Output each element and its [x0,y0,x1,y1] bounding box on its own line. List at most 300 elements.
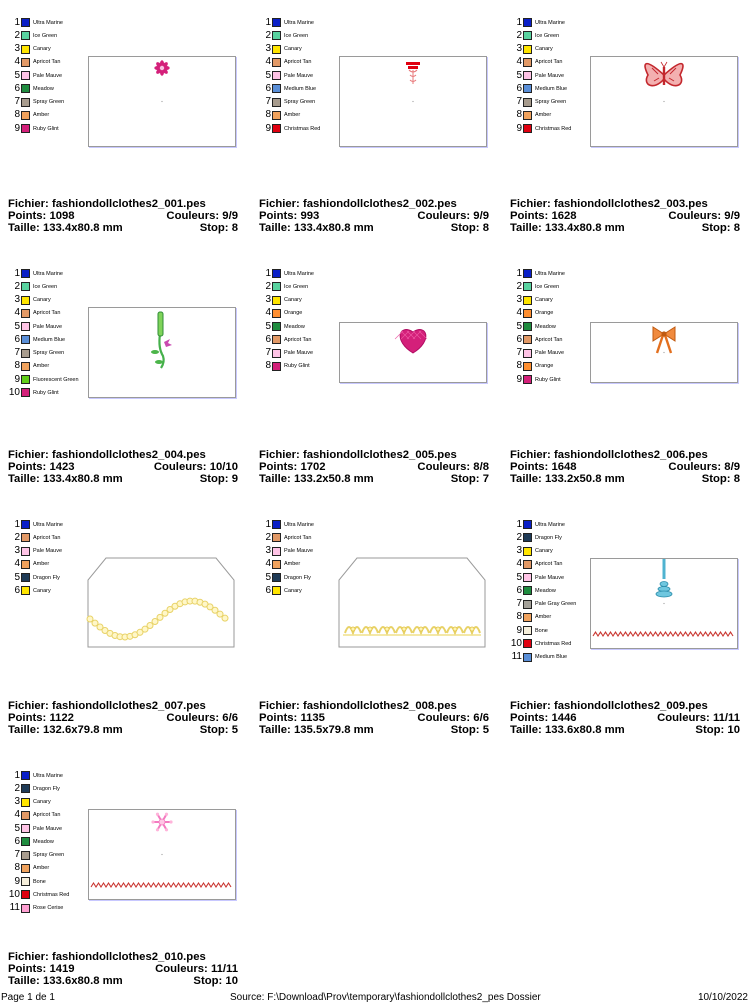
thread-color-item [259,545,314,558]
hoop-outline [339,558,485,647]
thread-number: 2 [516,29,522,41]
size-line [510,474,625,486]
thread-color-item [510,122,571,135]
stop-line [702,474,740,486]
thread-color-chip [272,84,281,93]
thread-number: 4 [265,307,271,319]
thread-color-chip [523,375,532,384]
thread-color-item [510,637,576,650]
thread-color-name: Amber [33,112,50,119]
thread-color-item [8,307,79,320]
size-line [8,223,123,235]
colors-label: Couleurs: [668,460,722,473]
thread-color-item [8,531,63,544]
thread-color-name: Canary [33,297,51,304]
thread-color-chip [21,282,30,291]
colors-value: 9/9 [222,209,238,222]
thread-color-item [8,122,64,135]
thread-color-chip [523,111,532,120]
bow-icon [653,327,675,353]
thread-color-name: Medium Blue [33,336,66,343]
thread-color-item [259,280,314,293]
thread-number: 2 [516,280,522,292]
thread-color-name: Ultra Marine [284,19,314,26]
snowflake-icon [151,813,172,832]
thread-color-item [8,584,63,597]
hoop-preview [339,558,485,647]
thread-number: 4 [265,558,271,570]
stop-value: 7 [482,472,489,485]
thread-color-chip [523,335,532,344]
thread-color-name: Ruby Glint [33,125,59,132]
thread-color-name: Ruby Glint [33,389,59,396]
thread-color-item [259,531,314,544]
stop-line [193,976,238,988]
thread-color-name: Bone [33,878,46,885]
file-name: fashiondollclothes2_008.pes [302,700,457,712]
thread-number: 3 [265,43,271,55]
thread-number: 7 [516,347,522,359]
thread-number: 4 [516,558,522,570]
thread-color-item [510,611,576,624]
thread-number: 1 [516,518,522,530]
colors-label: Couleurs: [153,460,207,473]
hoop-preview [590,322,738,383]
colors-value: 8/9 [724,460,740,473]
thread-number: 3 [14,43,20,55]
thread-number: 7 [14,849,20,861]
points-label: Points: [259,460,298,473]
thread-number: 8 [265,109,271,121]
stop-line [451,725,489,737]
thread-color-chip [523,560,532,569]
thread-number: 1 [14,16,20,28]
size-label: Taille: [8,723,40,736]
size-line [8,976,123,988]
thread-color-name: Canary [33,799,51,806]
stop-label: Stop: [199,472,229,485]
size-line [259,474,374,486]
points-value: 1702 [300,460,326,473]
thread-color-chip [21,824,30,833]
thread-color-name: Dragon Fly [535,534,562,541]
thread-color-name: Bone [535,627,548,634]
flower-icon [154,60,169,75]
thread-color-name: Orange [535,310,554,317]
size-label: Taille: [510,221,542,234]
stop-value: 10 [225,974,238,987]
thread-color-chip [21,890,30,899]
thread-color-item [8,82,64,95]
thread-color-name: Dragon Fly [33,574,60,581]
thread-color-chip [523,98,532,107]
thread-color-chip [523,533,532,542]
thread-color-item [510,545,576,558]
stop-label: Stop: [701,221,731,234]
thread-color-item [259,29,320,42]
thread-number: 7 [14,347,20,359]
size-value: 133.4x80.8 mm [293,221,374,234]
thread-number: 5 [14,320,20,332]
thread-color-name: Pale Mauve [535,574,565,581]
thread-color-name: Apricot Tan [284,59,312,66]
thread-color-item [259,347,314,360]
thread-number: 6 [265,82,271,94]
thread-color-list [510,267,565,386]
thread-color-chip [21,771,30,780]
thread-color-chip [21,296,30,305]
thread-color-item [510,43,571,56]
thread-color-chip [272,335,281,344]
thread-number: 10 [510,637,522,649]
thread-number: 7 [516,598,522,610]
thread-color-name: Pale Mauve [33,323,63,330]
thread-color-item [510,294,565,307]
thread-color-chip [21,533,30,542]
thread-color-name: Canary [284,46,302,53]
thread-color-item [8,333,79,346]
thread-color-chip [523,45,532,54]
size-label: Taille: [259,723,291,736]
thread-color-item [8,109,64,122]
thread-color-item [510,307,565,320]
thread-color-name: Fluorescent Green [33,376,79,383]
thread-color-item [8,294,79,307]
thread-color-item [8,386,79,399]
thread-number: 7 [265,347,271,359]
thread-color-chip [272,362,281,371]
thread-number: 6 [516,82,522,94]
size-value: 133.6x80.8 mm [544,723,625,736]
thread-color-item [259,307,314,320]
thread-color-chip [272,547,281,556]
thread-number: 2 [265,531,271,543]
hoop-preview [88,809,236,900]
thread-color-chip [272,18,281,27]
stop-line [200,223,238,235]
hoop-preview [88,558,234,647]
stop-value: 5 [231,723,238,736]
stop-label: Stop: [193,974,223,987]
colors-value: 9/9 [724,209,740,222]
thread-color-chip [21,84,30,93]
hoop-preview [339,56,487,147]
source-path: Source: F:\Download\Prov\temporary\fashiondollclothes2_pes Dossier [230,992,541,1003]
thread-number: 2 [516,531,522,543]
thread-color-name: Orange [535,363,554,370]
thread-color-chip [21,560,30,569]
thread-number: 8 [265,360,271,372]
thread-color-item [259,16,320,29]
thread-color-chip [272,269,281,278]
thread-color-name: Amber [33,865,50,872]
file-name: fashiondollclothes2_009.pes [553,700,708,712]
points-value: 1135 [300,711,325,724]
stop-line [451,223,489,235]
thread-color-chip [21,45,30,54]
thread-color-name: Amber [284,112,301,119]
thread-color-chip [272,71,281,80]
design-card [259,518,501,754]
thread-number: 5 [14,69,20,81]
thread-color-name: Pale Mauve [284,548,314,555]
ornament-icon [406,62,420,84]
thread-color-item [510,347,565,360]
file-name: fashiondollclothes2_006.pes [553,449,708,461]
thread-color-item [8,902,69,915]
thread-color-name: Rose Cerise [33,905,64,912]
thread-number: 6 [516,584,522,596]
thread-color-chip [21,798,30,807]
thread-number: 9 [265,122,271,134]
thread-color-name: Meadow [535,587,556,594]
thread-color-chip [21,573,30,582]
file-label: Fichier: [259,198,300,210]
thread-number: 4 [265,56,271,68]
hoop-preview [88,307,236,398]
colors-value: 11/11 [712,711,740,724]
thread-color-item [510,280,565,293]
thread-number: 4 [516,56,522,68]
colors-label: Couleurs: [166,711,220,724]
thread-number: 5 [14,822,20,834]
thread-number: 8 [14,360,20,372]
thread-color-name: Canary [535,46,553,53]
stop-label: Stop: [199,221,229,234]
thread-color-name: Ultra Marine [284,521,314,528]
thread-color-name: Ultra Marine [33,772,63,779]
hoop-center-mark [412,101,413,102]
thread-color-item [8,360,79,373]
thread-color-list [8,518,63,598]
stop-line [695,725,740,737]
thread-color-name: Christmas Red [535,125,572,132]
file-name: fashiondollclothes2_004.pes [51,449,206,461]
thread-color-item [510,571,576,584]
thread-color-name: Christmas Red [33,891,70,898]
thread-color-name: Apricot Tan [33,59,61,66]
thread-color-item [510,29,571,42]
thread-color-item [8,56,64,69]
thread-color-name: Spray Green [284,99,316,106]
thread-color-item [259,333,314,346]
thread-color-chip [21,269,30,278]
thread-color-chip [523,296,532,305]
thread-color-name: Ultra Marine [33,270,63,277]
thread-color-chip [523,309,532,318]
thread-color-name: Ruby Glint [284,363,310,370]
thread-number: 5 [265,571,271,583]
thread-color-chip [21,375,30,384]
thread-color-chip [523,362,532,371]
thread-number: 1 [14,518,20,530]
points-value: 1423 [49,460,75,473]
thread-color-name: Ultra Marine [535,521,565,528]
thread-color-chip [21,58,30,67]
points-value: 1648 [551,460,577,473]
thread-color-item [510,598,576,611]
points-label: Points: [259,711,298,724]
thread-color-item [510,531,576,544]
stop-value: 8 [733,221,740,234]
design-card [8,267,250,503]
design-info [8,701,238,736]
thread-color-item [259,294,314,307]
thread-color-chip [523,282,532,291]
thread-color-name: Ultra Marine [535,19,565,26]
thread-color-item [8,558,63,571]
stop-value: 9 [231,472,238,485]
thread-color-item [259,558,314,571]
thread-color-name: Ice Green [535,283,560,290]
thread-color-name: Pale Gray Green [535,601,577,608]
thread-color-chip [272,560,281,569]
thread-color-name: Pale Mauve [33,72,63,79]
thread-color-name: Pale Mauve [284,350,314,357]
thread-color-chip [21,31,30,40]
colors-label: Couleurs: [417,711,471,724]
thread-color-chip [272,533,281,542]
hoop-preview [590,56,738,147]
thread-color-chip [272,58,281,67]
thread-color-list [510,16,571,135]
thread-color-item [259,122,320,135]
hoop-preview [88,56,236,147]
thread-color-item [259,584,314,597]
thread-color-name: Medium Blue [535,85,568,92]
file-name: fashiondollclothes2_001.pes [51,198,206,210]
stop-value: 5 [482,723,489,736]
thread-color-chip [523,600,532,609]
thread-color-chip [272,322,281,331]
thread-color-chip [21,71,30,80]
stop-line [200,474,238,486]
thread-color-chip [21,520,30,529]
thread-color-item [8,835,69,848]
thread-color-name: Canary [33,587,51,594]
thread-color-chip [523,349,532,358]
stop-value: 8 [482,221,489,234]
file-label: Fichier: [8,700,49,712]
thread-color-name: Pale Mauve [33,548,63,555]
thread-number: 4 [14,56,20,68]
thread-color-list [259,16,320,135]
thread-color-item [510,333,565,346]
thread-color-item [259,360,314,373]
thread-color-name: Amber [33,561,50,568]
thread-color-name: Spray Green [535,99,567,106]
points-value: 1446 [551,711,577,724]
hoop-center-mark [663,101,664,102]
thread-color-item [8,862,69,875]
thread-color-chip [21,322,30,331]
thread-color-item [8,822,69,835]
thread-color-chip [21,784,30,793]
thread-number: 9 [516,373,522,385]
thread-color-item [510,651,576,664]
thread-number: 6 [14,82,20,94]
thread-color-item [8,267,79,280]
thread-color-chip [21,349,30,358]
thread-color-name: Pale Mauve [535,350,565,357]
thread-color-item [510,518,576,531]
thread-color-item [510,320,565,333]
file-label: Fichier: [510,449,551,461]
thread-color-item [8,769,69,782]
thread-color-item [259,96,320,109]
colors-value: 11/11 [210,962,238,975]
thread-color-chip [21,111,30,120]
heart-icon [395,330,427,353]
print-date: 10/10/2022 [697,992,748,1003]
thread-color-name: Ultra Marine [33,19,63,26]
thread-color-chip [21,309,30,318]
thread-color-item [259,571,314,584]
design-info [8,199,238,234]
thread-color-item [8,16,64,29]
hoop-center-mark [161,854,162,855]
thread-number: 8 [14,109,20,121]
thread-color-item [8,875,69,888]
thread-color-name: Medium Blue [535,654,568,661]
thread-color-list [259,267,314,373]
thread-color-item [259,109,320,122]
thread-number: 10 [8,386,20,398]
thread-color-name: Apricot Tan [535,336,563,343]
thread-color-name: Ultra Marine [535,270,565,277]
colors-value: 6/6 [473,711,489,724]
thread-color-name: Medium Blue [284,85,317,92]
thread-color-item [8,782,69,795]
thread-number: 5 [516,69,522,81]
design-info [8,952,238,987]
thread-color-name: Canary [284,297,302,304]
file-label: Fichier: [8,198,49,210]
points-label: Points: [8,460,47,473]
thread-color-name: Canary [33,46,51,53]
thread-color-item [510,360,565,373]
size-line [8,474,123,486]
thread-number: 4 [14,558,20,570]
thread-number: 6 [14,835,20,847]
file-label: Fichier: [510,198,551,210]
thread-number: 9 [516,624,522,636]
points-label: Points: [8,209,47,222]
thread-color-item [259,320,314,333]
zigzag-trim [593,632,733,636]
thread-color-name: Pale Mauve [284,72,314,79]
points-label: Points: [8,962,47,975]
thread-number: 2 [14,280,20,292]
thread-color-item [510,16,571,29]
thread-color-chip [523,71,532,80]
design-info [8,450,238,485]
thread-number: 4 [14,809,20,821]
thread-color-chip [523,18,532,27]
file-name: fashiondollclothes2_003.pes [553,198,708,210]
thread-color-item [8,809,69,822]
hoop-center-mark [663,603,664,604]
thread-color-chip [21,388,30,397]
thread-color-chip [272,98,281,107]
thread-color-list [8,769,69,915]
points-value: 1098 [49,209,75,222]
stop-line [200,725,238,737]
thread-color-item [8,347,79,360]
thread-color-name: Ice Green [33,32,58,39]
points-label: Points: [510,711,549,724]
size-label: Taille: [8,974,40,987]
